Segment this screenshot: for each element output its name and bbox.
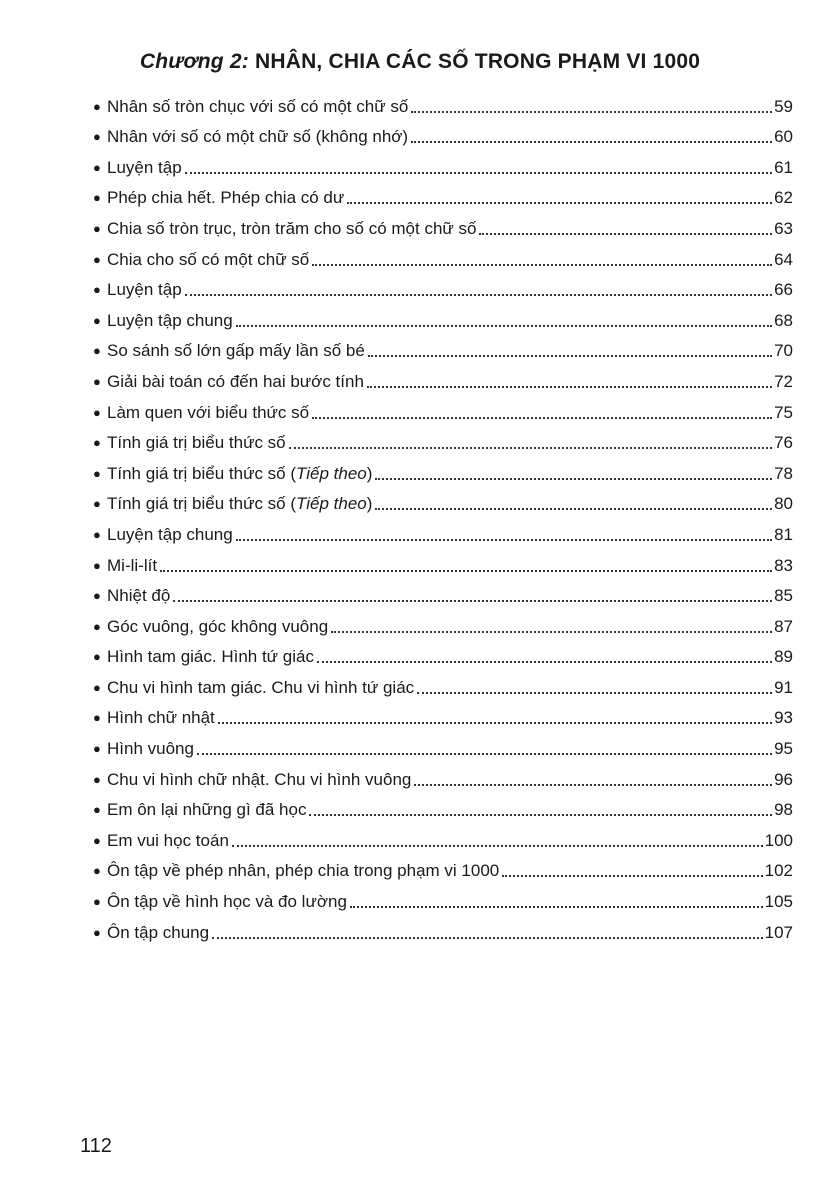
- bullet-icon: ●: [93, 435, 101, 451]
- toc-entry-title: Ôn tập về phép nhân, phép chia trong phạm vi 1000: [107, 861, 500, 881]
- dot-leader: [368, 340, 772, 362]
- toc-entry-page: 89: [774, 647, 793, 667]
- toc-entry: [93, 332, 793, 363]
- dot-leader: [350, 891, 763, 913]
- toc-entry-page: 60: [774, 127, 793, 147]
- toc-entry-title: Góc vuông, góc không vuông: [107, 616, 329, 636]
- dot-leader: [312, 402, 772, 424]
- dot-leader: [375, 463, 772, 485]
- dot-leader: [197, 738, 772, 760]
- dot-leader: [417, 677, 772, 699]
- toc-entry-page: 81: [774, 524, 793, 544]
- toc-entry-title: Nhân với số có một chữ số (không nhớ): [107, 127, 409, 147]
- toc-entry-page: 96: [774, 769, 793, 789]
- dot-leader: [411, 96, 772, 118]
- toc-entry-title: Chia số tròn trục, tròn trăm cho số có một chữ số: [107, 218, 477, 238]
- toc-entry: [93, 821, 793, 852]
- toc-entry: [93, 638, 793, 669]
- toc-entry-page: 61: [774, 157, 793, 177]
- bullet-icon: ●: [93, 679, 101, 695]
- bullet-icon: ●: [93, 771, 101, 787]
- bullet-icon: ●: [93, 312, 101, 328]
- toc-entry-title: Luyện tập chung: [107, 524, 233, 544]
- dot-leader: [232, 830, 763, 852]
- toc-entry: [93, 668, 793, 699]
- toc-entry: [93, 882, 793, 913]
- toc-entry-subtitle: Tiếp theo: [296, 463, 367, 483]
- dot-leader: [347, 187, 772, 209]
- bullet-icon: ●: [93, 832, 101, 848]
- toc-entry-page: 83: [774, 555, 793, 575]
- dot-leader: [212, 922, 763, 944]
- toc-entry-page: 80: [774, 494, 793, 514]
- dot-leader: [317, 646, 772, 668]
- toc-entry-title: Em ôn lại những gì đã học: [107, 800, 307, 820]
- toc-entry-title: Giải bài toán có đến hai bước tính: [107, 371, 364, 391]
- toc-entry: [93, 148, 793, 179]
- toc-entry-page: 95: [774, 739, 793, 759]
- toc-entry-title: Ôn tập về hình học và đo lường: [107, 892, 347, 912]
- toc-entry-title: So sánh số lớn gấp mấy lần số bé: [107, 341, 365, 361]
- toc-entry-title: Phép chia hết. Phép chia có dư: [107, 188, 345, 208]
- bullet-icon: ●: [93, 465, 101, 481]
- toc-entry-page: 78: [774, 463, 793, 483]
- dot-leader: [309, 799, 772, 821]
- toc-entry: [93, 515, 793, 546]
- dot-leader: [414, 769, 772, 791]
- toc-entry: [93, 209, 793, 240]
- toc-entry-page: 105: [764, 892, 793, 912]
- dot-leader: [411, 126, 772, 148]
- toc-entry-title: Hình tam giác. Hình tứ giác: [107, 647, 314, 667]
- table-of-contents: [93, 87, 793, 944]
- toc-entry-title: Nhân số tròn chục với số có một chữ số: [107, 96, 409, 116]
- page-number: 112: [80, 1135, 112, 1157]
- toc-entry: [93, 454, 793, 485]
- bullet-icon: ●: [93, 863, 101, 879]
- toc-entry-title: Em vui học toán: [107, 830, 229, 850]
- bullet-icon: ●: [93, 649, 101, 665]
- toc-entry-page: 76: [774, 433, 793, 453]
- dot-leader: [173, 585, 772, 607]
- toc-entry: [93, 179, 793, 210]
- dot-leader: [367, 371, 772, 393]
- toc-entry-page: 66: [774, 280, 793, 300]
- toc-entry-page: 107: [764, 922, 793, 942]
- toc-entry: [93, 546, 793, 577]
- bullet-icon: ●: [93, 251, 101, 267]
- bullet-icon: ●: [93, 404, 101, 420]
- toc-entry-page: 93: [774, 708, 793, 728]
- toc-entry-page: 59: [774, 96, 793, 116]
- bullet-icon: ●: [93, 343, 101, 359]
- toc-entry-subtitle: Tiếp theo: [296, 494, 367, 514]
- toc-entry-page: 98: [774, 800, 793, 820]
- toc-entry: [93, 362, 793, 393]
- dot-leader: [375, 493, 772, 515]
- bullet-icon: ●: [93, 557, 101, 573]
- dot-leader: [331, 616, 772, 638]
- toc-entry-page: 72: [774, 371, 793, 391]
- bullet-icon: ●: [93, 526, 101, 542]
- dot-leader: [185, 157, 772, 179]
- bullet-icon: ●: [93, 894, 101, 910]
- toc-entry-page: 87: [774, 616, 793, 636]
- toc-entry: [93, 760, 793, 791]
- toc-entry: [93, 424, 793, 455]
- bullet-icon: ●: [93, 190, 101, 206]
- toc-entry: [93, 729, 793, 760]
- bullet-icon: ●: [93, 159, 101, 175]
- toc-entry-title: Tính giá trị biểu thức số: [107, 433, 286, 453]
- toc-entry-title: Hình vuông: [107, 739, 194, 759]
- bullet-icon: ●: [93, 802, 101, 818]
- bullet-icon: ●: [93, 129, 101, 145]
- bullet-icon: ●: [93, 588, 101, 604]
- toc-entry-page: 100: [764, 830, 793, 850]
- toc-entry: [93, 485, 793, 516]
- toc-entry-title: Làm quen với biểu thức số: [107, 402, 310, 422]
- dot-leader: [185, 279, 772, 301]
- toc-entry-title: Ôn tập chung: [107, 922, 210, 942]
- dot-leader: [236, 310, 772, 332]
- bullet-icon: ●: [93, 710, 101, 726]
- toc-entry: [93, 240, 793, 271]
- toc-entry-title: Luyện tập: [107, 280, 182, 300]
- toc-entry: [93, 852, 793, 883]
- toc-entry: [93, 393, 793, 424]
- toc-entry-title: Luyện tập: [107, 157, 182, 177]
- toc-entry-title: Chu vi hình chữ nhật. Chu vi hình vuông: [107, 769, 412, 789]
- toc-entry-title: Hình chữ nhật: [107, 708, 215, 728]
- chapter-title-text: NHÂN, CHIA CÁC SỐ TRONG PHẠM VI 1000: [254, 50, 701, 73]
- dot-leader: [289, 432, 772, 454]
- toc-entry-page: 75: [774, 402, 793, 422]
- toc-entry-title: Luyện tập chung: [107, 310, 233, 330]
- toc-entry: [93, 699, 793, 730]
- toc-entry-page: 70: [774, 341, 793, 361]
- dot-leader: [160, 555, 772, 577]
- toc-entry: [93, 607, 793, 638]
- bullet-icon: ●: [93, 98, 101, 114]
- bullet-icon: ●: [93, 373, 101, 389]
- toc-entry-title: Nhiệt độ: [107, 586, 171, 606]
- bullet-icon: ●: [93, 741, 101, 757]
- bullet-icon: ●: [93, 220, 101, 236]
- chapter-heading: [0, 50, 840, 74]
- toc-entry-title: Mi-li-lít: [107, 555, 158, 575]
- toc-entry: [93, 791, 793, 822]
- toc-entry-page: 102: [764, 861, 793, 881]
- dot-leader: [218, 707, 772, 729]
- toc-entry-title: Chu vi hình tam giác. Chu vi hình tứ giác: [107, 677, 415, 697]
- toc-entry: [93, 913, 793, 944]
- toc-entry-title: Tính giá trị biểu thức số (Tiếp theo): [107, 463, 373, 483]
- toc-entry-title: Tính giá trị biểu thức số (Tiếp theo): [107, 494, 373, 514]
- toc-entry: [93, 301, 793, 332]
- chapter-prefix: Chương 2:: [139, 50, 249, 73]
- toc-entry: [93, 271, 793, 302]
- toc-entry-page: 62: [774, 188, 793, 208]
- toc-entry-page: 63: [774, 218, 793, 238]
- toc-entry: [93, 87, 793, 118]
- toc-entry-page: 91: [774, 677, 793, 697]
- dot-leader: [312, 249, 772, 271]
- toc-entry: [93, 118, 793, 149]
- dot-leader: [236, 524, 772, 546]
- toc-entry-page: 64: [774, 249, 793, 269]
- bullet-icon: ●: [93, 924, 101, 940]
- dot-leader: [479, 218, 772, 240]
- bullet-icon: ●: [93, 618, 101, 634]
- toc-entry: [93, 577, 793, 608]
- toc-entry-title: Chia cho số có một chữ số: [107, 249, 310, 269]
- toc-entry-page: 85: [774, 586, 793, 606]
- dot-leader: [502, 860, 762, 882]
- toc-entry-page: 68: [774, 310, 793, 330]
- bullet-icon: ●: [93, 282, 101, 298]
- bullet-icon: ●: [93, 496, 101, 512]
